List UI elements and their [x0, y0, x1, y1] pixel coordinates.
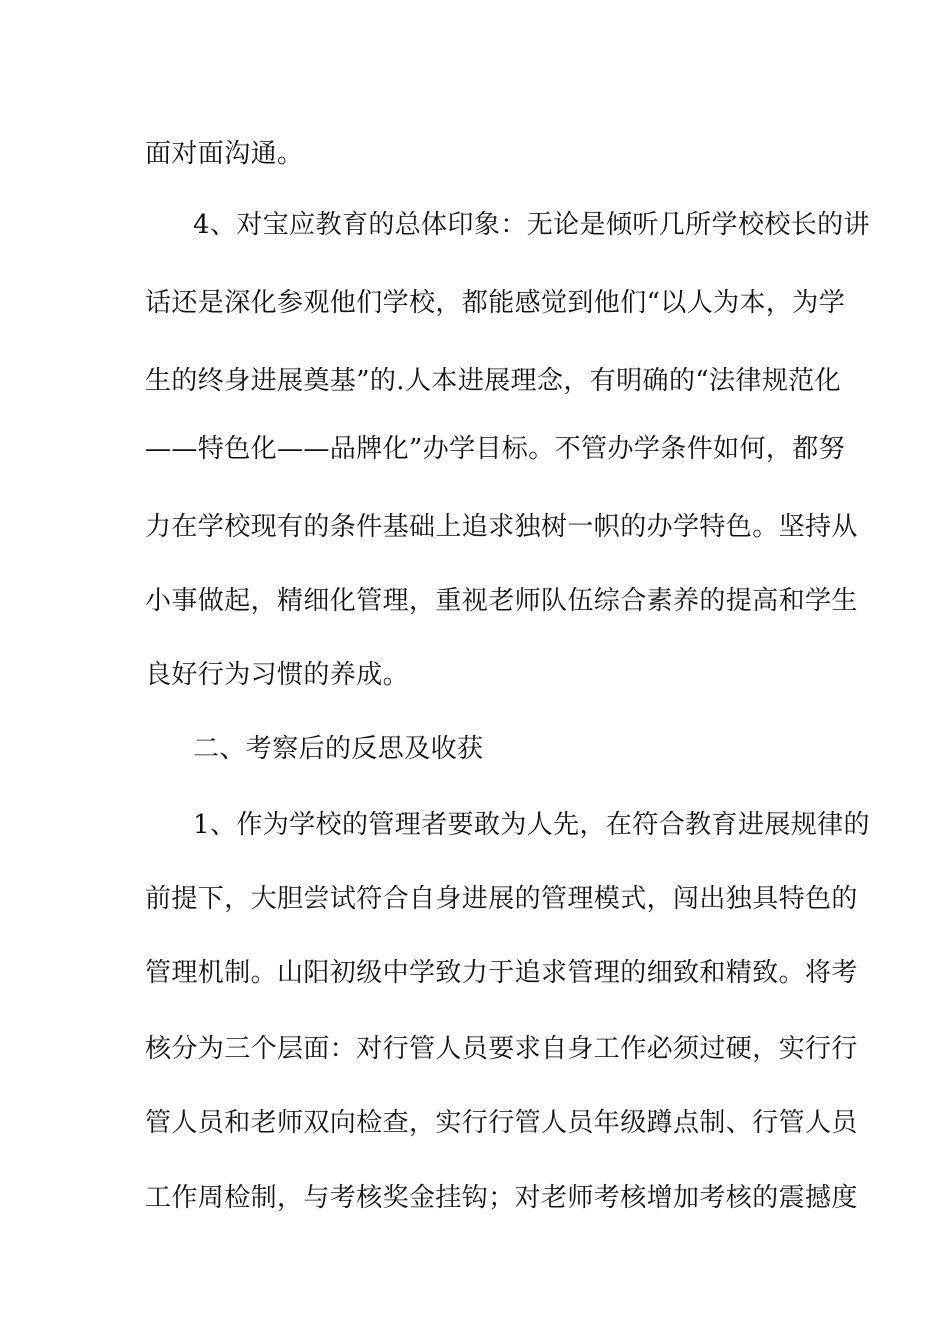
text-line: 良好行为习惯的养成。 — [145, 660, 410, 690]
text-line: 工作周检制，与考核奖金挂钩；对老师考核增加考核的震撼度 — [145, 1183, 858, 1213]
text-line: 前提下，大胆尝试符合自身进展的管理模式，闯出独具特色的 — [145, 884, 858, 914]
section-heading: 二、考察后的反思及收获 — [193, 734, 484, 764]
text-line: 核分为三个层面：对行管人员要求自身工作必须过硬，实行行 — [145, 1034, 858, 1064]
text-line: 管理机制。山阳初级中学致力于追求管理的细致和精致。将考 — [145, 958, 858, 988]
paragraph-start-line: 1、作为学校的管理者要敢为人先，在符合教育进展规律的 — [193, 810, 870, 840]
text-line: 小事做起，精细化管理，重视老师队伍综合素养的提高和学生 — [145, 586, 858, 616]
text-line: 生的终身进展奠基”的.人本进展理念，有明确的“法律规范化 — [145, 366, 842, 396]
text-line: ——特色化——品牌化”办学目标。不管办学条件如何，都努 — [145, 434, 846, 464]
paragraph-start-line: 4、对宝应教育的总体印象：无论是倾听几所学校校长的讲 — [193, 210, 870, 240]
text-line: 面对面沟通。 — [145, 139, 304, 169]
text-line: 话还是深化参观他们学校，都能感觉到他们“以人为本，为学 — [145, 288, 846, 318]
text-line: 管人员和老师双向检查，实行行管人员年级蹲点制、行管人员 — [145, 1108, 858, 1138]
text-line: 力在学校现有的条件基础上追求独树一帜的办学特色。坚持从 — [145, 512, 858, 542]
